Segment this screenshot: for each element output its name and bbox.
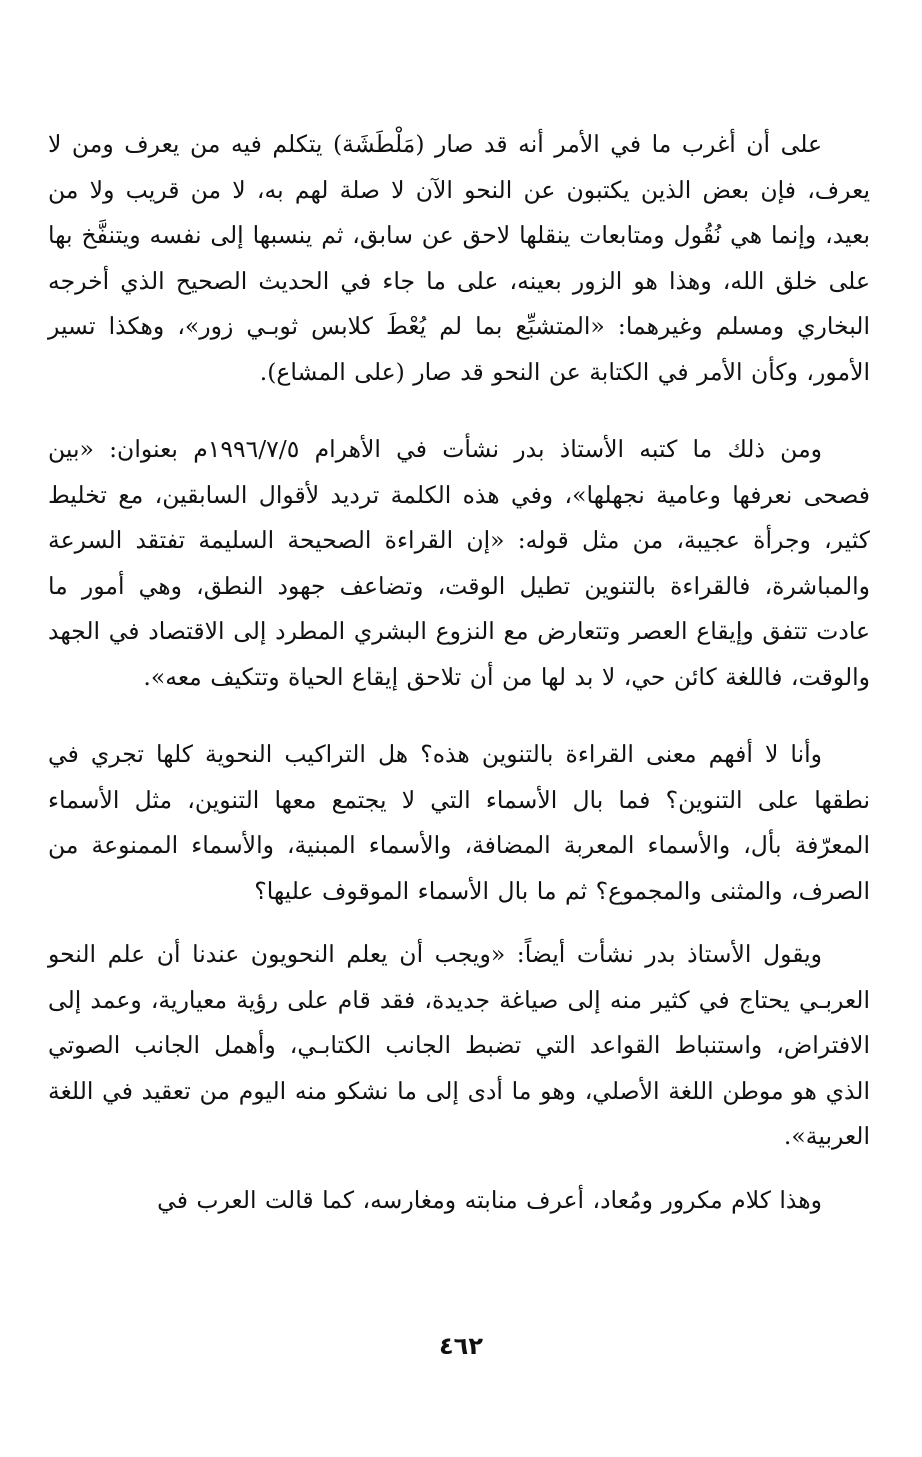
page-number: ٤٦٢ — [439, 1332, 483, 1360]
paragraph-1: على أن أغرب ما في الأمر أنه قد صار (مَلْطَشَة) يتكلم فيه من يعرف ومن لا يعرف، فإن بعض الذين يكتبون عن النحو الآن لا صلة لهم به، لا من قريب ولا من بعيد، وإنما هي نُقُول ومتابعات ينقلها لاحق عن سابق، ثم ينسبها إلى نفسه ويتنفَّخ بها على خلق الله، وهذا هو الزور بعينه، على ما جاء في الحديث الصحيح الذي أخرجه البخاري ومسلم وغيرهما: «المتشبِّع بما لم يُعْطَ كلابس ثوبـي زور»، وهكذا تسير الأمور، وكأن الأمر في الكتابة عن النحو قد صار (على المشاع). — [48, 130, 870, 386]
paragraph-5: وهذا كلام مكرور ومُعاد، أعرف منابته ومغارسه، كما قالت العرب في — [157, 1185, 822, 1214]
paragraph-4: ويقول الأستاذ بدر نشأت أيضاً: «ويجب أن يعلم النحويون عندنا أن علم النحو العربـي يحتاج في كثير منه إلى صياغة جديدة، فقد قام على رؤية معيارية، وعمد إلى الافتراض، واستنباط القواعد التي تضبط الجانب الكتابـي، وأهمل الجانب الصوتي الذي هو موطن اللغة الأصلي، وهو ما أدى إلى ما نشكو منه اليوم من تعقيد في اللغة العربية». — [48, 940, 870, 1150]
paragraph-3: وأنا لا أفهم معنى القراءة بالتنوين هذه؟ هل التراكيب النحوية كلها تجري في نطقها على التنوين؟ فما بال الأسماء التي لا يجتمع معها التنوين، مثل الأسماء المعرّفة بأل، والأسماء المعربة المضافة، والأسماء المبنية، والأسماء الممنوعة من الصرف، والمثنى والمجموع؟ ثم ما بال الأسماء الموقوف عليها؟ — [48, 740, 870, 905]
page-body — [48, 122, 870, 1223]
paragraph-2: ومن ذلك ما كتبه الأستاذ بدر نشأت في الأهرام ١٩٩٦/٧/٥م بعنوان: «بين فصحى نعرفها وعامية نجهلها»، وفي هذه الكلمة ترديد لأقوال السابقين، مع تخليط كثير، وجرأة عجيبة، من مثل قوله: «إن القراءة الصحيحة السليمة تفتقد السرعة والمباشرة، فالقراءة بالتنوين تطيل الوقت، وتضاعف جهود النطق، وهي أمور ما عادت تتفق وإيقاع العصر وتتعارض مع النزوع البشري المطرد إلى الاقتصاد في الجهد والوقت، فاللغة كائن حي، لا بد لها من أن تلاحق إيقاع الحياة وتتكيف معه». — [48, 435, 870, 691]
